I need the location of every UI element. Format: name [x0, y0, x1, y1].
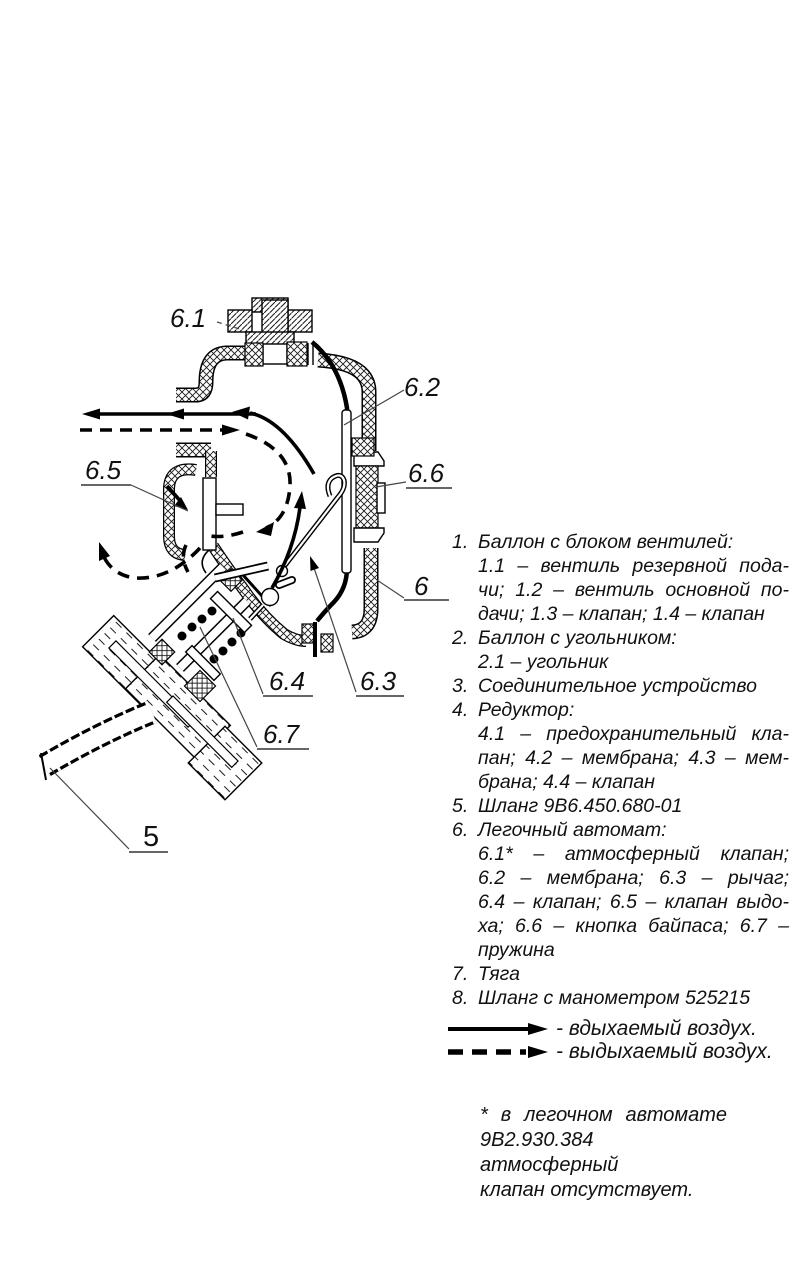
parts-list-line: дачи; 1.3 – клапан; 1.4 – клапан	[478, 603, 765, 625]
footnote-line: клапан отсутствует.	[480, 1179, 694, 1201]
parts-list-line: Тяга	[478, 963, 520, 985]
parts-list-line: 4.1 – предохранительный кла-	[478, 723, 789, 745]
legend-row-exhale	[446, 1040, 773, 1063]
flow-legend	[446, 1017, 773, 1063]
parts-list-line: 6.2 – мембрана; 6.3 – рычаг;	[478, 867, 789, 889]
parts-list-item	[452, 530, 789, 626]
parts-list-line: 1.1 – вентиль резервной пода-	[478, 555, 789, 577]
parts-list-line: 6.1* – атмосферный клапан;	[478, 843, 789, 865]
legend-row-inhale	[446, 1017, 773, 1040]
callout-6: 6	[414, 571, 429, 601]
parts-list-number: 1.	[452, 531, 469, 553]
parts-list-line: чи; 1.2 – вентиль основной по-	[478, 579, 789, 601]
parts-list-lines	[478, 794, 789, 818]
parts-list-item	[452, 794, 789, 818]
footnote-line: * в легочном автомате	[480, 1104, 727, 1126]
callout-6-3: 6.3	[360, 666, 397, 696]
parts-list-number: 6.	[452, 819, 469, 841]
parts-list-number: 8.	[452, 987, 469, 1009]
parts-list-line: пружина	[478, 939, 555, 961]
parts-list-line: 2.1 – угольник	[478, 651, 609, 673]
parts-list-item	[452, 674, 789, 698]
inhale-flow-arrows	[82, 407, 314, 589]
parts-list-line: Редуктор:	[478, 699, 575, 721]
callout-6-6: 6.6	[408, 458, 445, 488]
parts-list-number: 2.	[452, 627, 469, 649]
hose	[28, 712, 152, 782]
parts-list-line: ха; 6.6 – кнопка байпаса; 6.7 –	[478, 915, 789, 937]
legend-label-inhale: - вдыхаемый воздух.	[556, 1016, 757, 1040]
parts-list-lines	[478, 962, 789, 986]
parts-list-line: Баллон с блоком вентилей:	[478, 531, 734, 553]
parts-list-number: 7.	[452, 963, 469, 985]
legend-label-exhale: - выдыхаемый воздух.	[556, 1039, 773, 1063]
callout-6-2: 6.2	[404, 372, 441, 402]
parts-list-lines	[478, 698, 789, 794]
callout-6-7: 6.7	[263, 719, 300, 749]
callout-6-4: 6.4	[269, 666, 306, 696]
parts-list-lines	[478, 818, 789, 962]
parts-list-line: Легочный автомат:	[478, 819, 667, 841]
parts-list-item	[452, 962, 789, 986]
bypass-button	[352, 438, 385, 542]
parts-list-line: Баллон с угольником:	[478, 627, 677, 649]
parts-list-item	[452, 626, 789, 674]
parts-list-line: пан; 4.2 – мембрана; 4.3 – мем-	[478, 747, 789, 769]
lung-demand-valve-diagram	[0, 280, 470, 880]
parts-list-item	[452, 986, 789, 1010]
dashed-arrow-icon	[446, 1039, 550, 1065]
footnote	[480, 1103, 727, 1203]
parts-list-item	[452, 818, 789, 962]
footnote-line: 9В2.930.384 атмосферный	[480, 1129, 619, 1176]
parts-list-line: Соединительное устройство	[478, 675, 757, 697]
parts-list-line: брана; 4.4 – клапан	[478, 771, 655, 793]
parts-list	[452, 530, 789, 1010]
parts-list-number: 4.	[452, 699, 469, 721]
lever	[215, 475, 344, 619]
valve-tube-assembly	[83, 567, 262, 800]
parts-list-number: 3.	[452, 675, 469, 697]
parts-list-line: 6.4 – клапан; 6.5 – клапан выдо-	[478, 891, 789, 913]
callout-5: 5	[143, 821, 160, 853]
parts-list-item	[452, 698, 789, 794]
parts-list-lines	[478, 674, 789, 698]
callout-6-5: 6.5	[85, 455, 122, 485]
callout-6-1: 6.1	[170, 303, 207, 333]
parts-list-lines	[478, 986, 789, 1010]
parts-list-lines	[478, 530, 789, 626]
parts-list-number: 5.	[452, 795, 469, 817]
parts-list-lines	[478, 626, 789, 674]
parts-list-line: Шланг с манометром 525215	[478, 987, 751, 1009]
parts-list-line: Шланг 9В6.450.680-01	[478, 795, 683, 817]
